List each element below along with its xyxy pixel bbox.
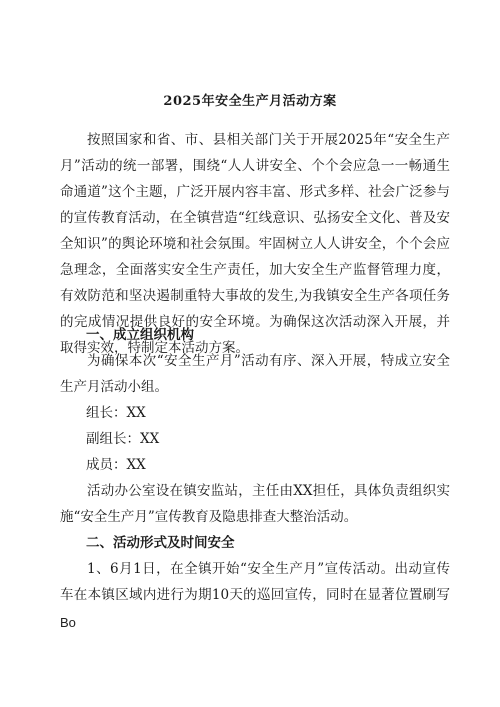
deputy-leader-line: 副组长：XX bbox=[86, 431, 160, 447]
intro-paragraph: 按照国家和省、市、县相关部门关于开展2025年“安全生产月”活动的统一部署，围绕“人人讲安全、个个会应急一一畅通生命通道”这个主题，广泛开展内容丰富、形式多样、社会广泛参与的宣传教育活动，在全镇营造“红线意识、弘扬安全文化、普及安全知识”的舆论环境和社会氛围。牢固树立人人讲安全，个个会应急理念，全面落实安全生产责任，加大安全生产监督管理力度，有效防范和坚决遏制重特大事故的发生,为我镇安全生产各项任务的完成情况提供良好的安全环境。为确保这次活动深入开展，并取得实效，特制定本活动方案。 bbox=[60, 132, 450, 356]
section-2-heading: 二、活动形式及时间安全 bbox=[86, 535, 235, 551]
office-paragraph: 活动办公室设在镇安监站，主任由XX担任，具体负责组织实施“安全生产月”宣传教育及隐患排查大整治活动。 bbox=[60, 483, 450, 525]
section-1-paragraph: 为确保本次“安全生产月”活动有序、深入开展，特成立安全生产月活动小组。 bbox=[60, 353, 450, 395]
footer-text: Bo bbox=[60, 615, 76, 630]
section-1-heading: 一、成立组织机构 bbox=[86, 327, 194, 343]
section-2-paragraph: 1、6月1日，在全镇开始“安全生产月”宣传活动。出动宣传车在本镇区域内进行为期10天的巡回宣传，同时在显著位置刷写 bbox=[60, 561, 450, 603]
leader-line: 组长：XX bbox=[86, 405, 146, 421]
document-title: 2025年安全生产月活动方案 bbox=[163, 94, 337, 109]
members-line: 成员：XX bbox=[86, 457, 146, 473]
